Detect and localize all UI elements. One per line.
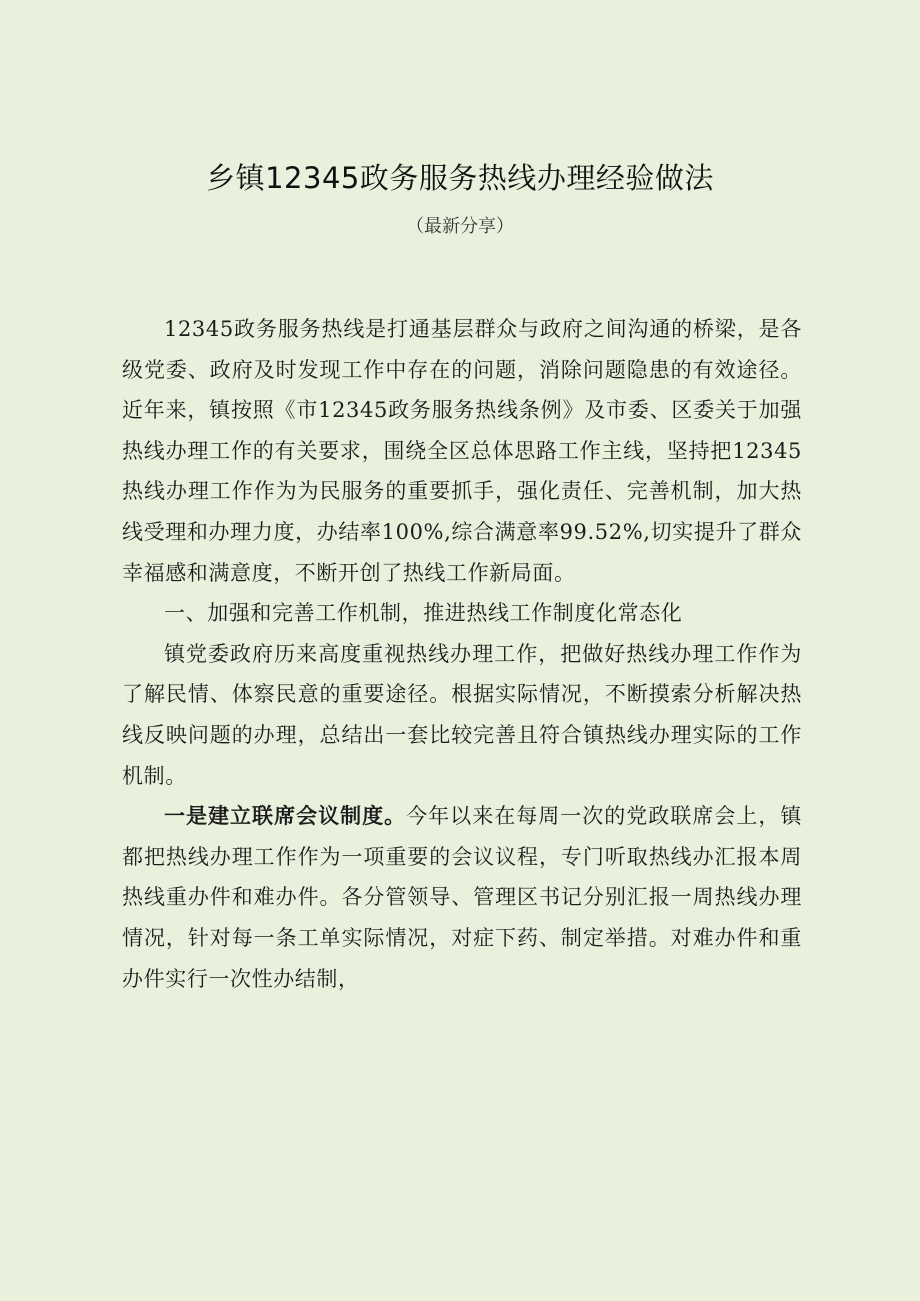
section-heading-1 — [122, 593, 802, 634]
document-title: 乡镇12345政务服务热线办理经验做法 — [206, 161, 714, 195]
paragraph-section-1 — [122, 634, 802, 796]
paragraph-measure-1-text: 今年以来在每周一次的党政联席会上，镇都把热线办理工作作为一项重要的会议议程，专门听取热线办汇报本周热线重办件和难办件。各分管领导、管理区书记分别汇报一周热线办理情况，针对每一条工单实际情况，对症下药、制定举措。对难办件和重办件实行一次性办结制， — [122, 804, 802, 991]
paragraph-section-1-text: 镇党委政府历来高度重视热线办理工作，把做好热线办理工作作为了解民情、体察民意的重要途径。根据实际情况，不断摸索分析解决热线反映问题的办理，总结出一套比较完善且符合镇热线办理实际的工作机制。 — [122, 641, 802, 788]
paragraph-intro-text: 12345政务服务热线是打通基层群众与政府之间沟通的桥梁，是各级党委、政府及时发现工作中存在的问题，消除问题隐患的有效途径。近年来，镇按照《市12345政务服务热线条例》及市委、区委关于加强热线办理工作的有关要求，围绕全区总体思路工作主线，坚持把12345热线办理工作作为为民服务的重要抓手，强化责任、完善机制，加大热线受理和办理力度，办结率100%,综合满意率99.52%,切实提升了群众幸福感和满意度，不断开创了热线工作新局面。 — [122, 317, 802, 585]
paragraph-measure-1 — [122, 796, 802, 999]
document-body — [122, 309, 802, 999]
paragraph-intro — [122, 309, 802, 593]
document-subtitle: （最新分享） — [406, 216, 514, 237]
paragraph-measure-1-lead: 一是建立联席会议制度。 — [164, 803, 407, 829]
section-heading-1-text: 一、加强和完善工作机制，推进热线工作制度化常态化 — [164, 601, 683, 626]
